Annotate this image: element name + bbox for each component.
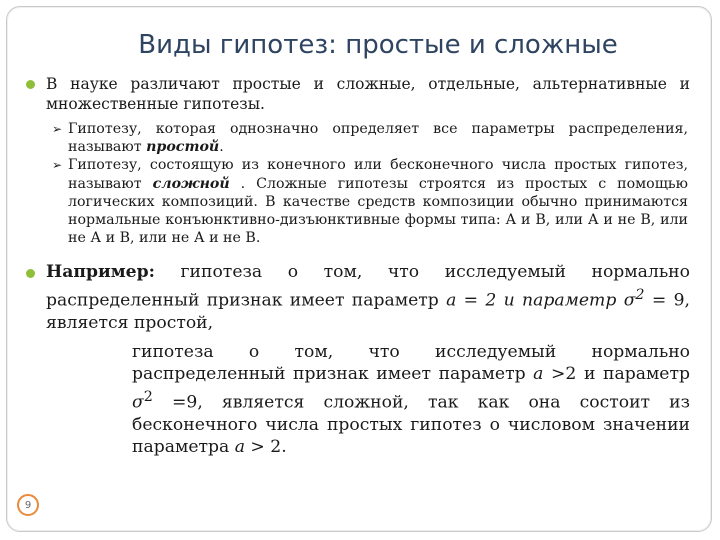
bullet-dot-icon xyxy=(26,80,35,89)
slide-content xyxy=(22,74,690,459)
bullet-dot-icon xyxy=(26,269,35,278)
arrow-bullet-icon: ➢ xyxy=(52,158,63,173)
sub-bullet-simple: ➢ Гипотезу, которая однозначно определяет все параметры распределения, называют простой. xyxy=(52,121,688,156)
slide-title: Виды гипотез: простые и сложные xyxy=(138,30,618,60)
sub-text: Гипотезу, состоящую из конечного или бесконечного числа простых гипотез, называют xyxy=(68,157,688,192)
example-lead: Например: xyxy=(46,262,155,283)
page-number-badge: 9 xyxy=(17,494,39,516)
bullet-example: Например: гипотеза о том, что исследуемый нормально распределенный признак имеет параметр a = 2 и параметр $\sigma^2 = 9$, является простой, xyxy=(22,261,690,334)
term-simple: простой xyxy=(146,139,220,156)
sub-text: Гипотезу, которая однозначно определяет все параметры распределения, называют xyxy=(68,121,688,156)
term-complex: сложной xyxy=(152,175,230,192)
sub-bullet-complex: ➢ Гипотезу, состоящую из конечного или бесконечного числа простых гипотез, называют сложной . Сложные гипотезы строятся из простых с помощью логических композиций. В качестве средств композиции обычно принимаются нормальные конъюнктивно-дизъюнктивные формы типа: А и В, или А и не В, или не А и В, или не А и не В. xyxy=(52,157,688,247)
bullet-types xyxy=(22,74,690,114)
bullet-text: В науке различают простые и сложные, отдельные, альтернативные и множественные гипотезы. xyxy=(46,75,690,113)
arrow-bullet-icon: ➢ xyxy=(52,122,63,136)
example-complex-paragraph: гипотеза о том, что исследуемый нормально распределенный признак имеет параметр a >2 и параметр $\sigma^2 =9$, является сложной, так как она состоит из бесконечного числа простых гипотез о числовом значении параметра a > 2. xyxy=(132,341,690,458)
